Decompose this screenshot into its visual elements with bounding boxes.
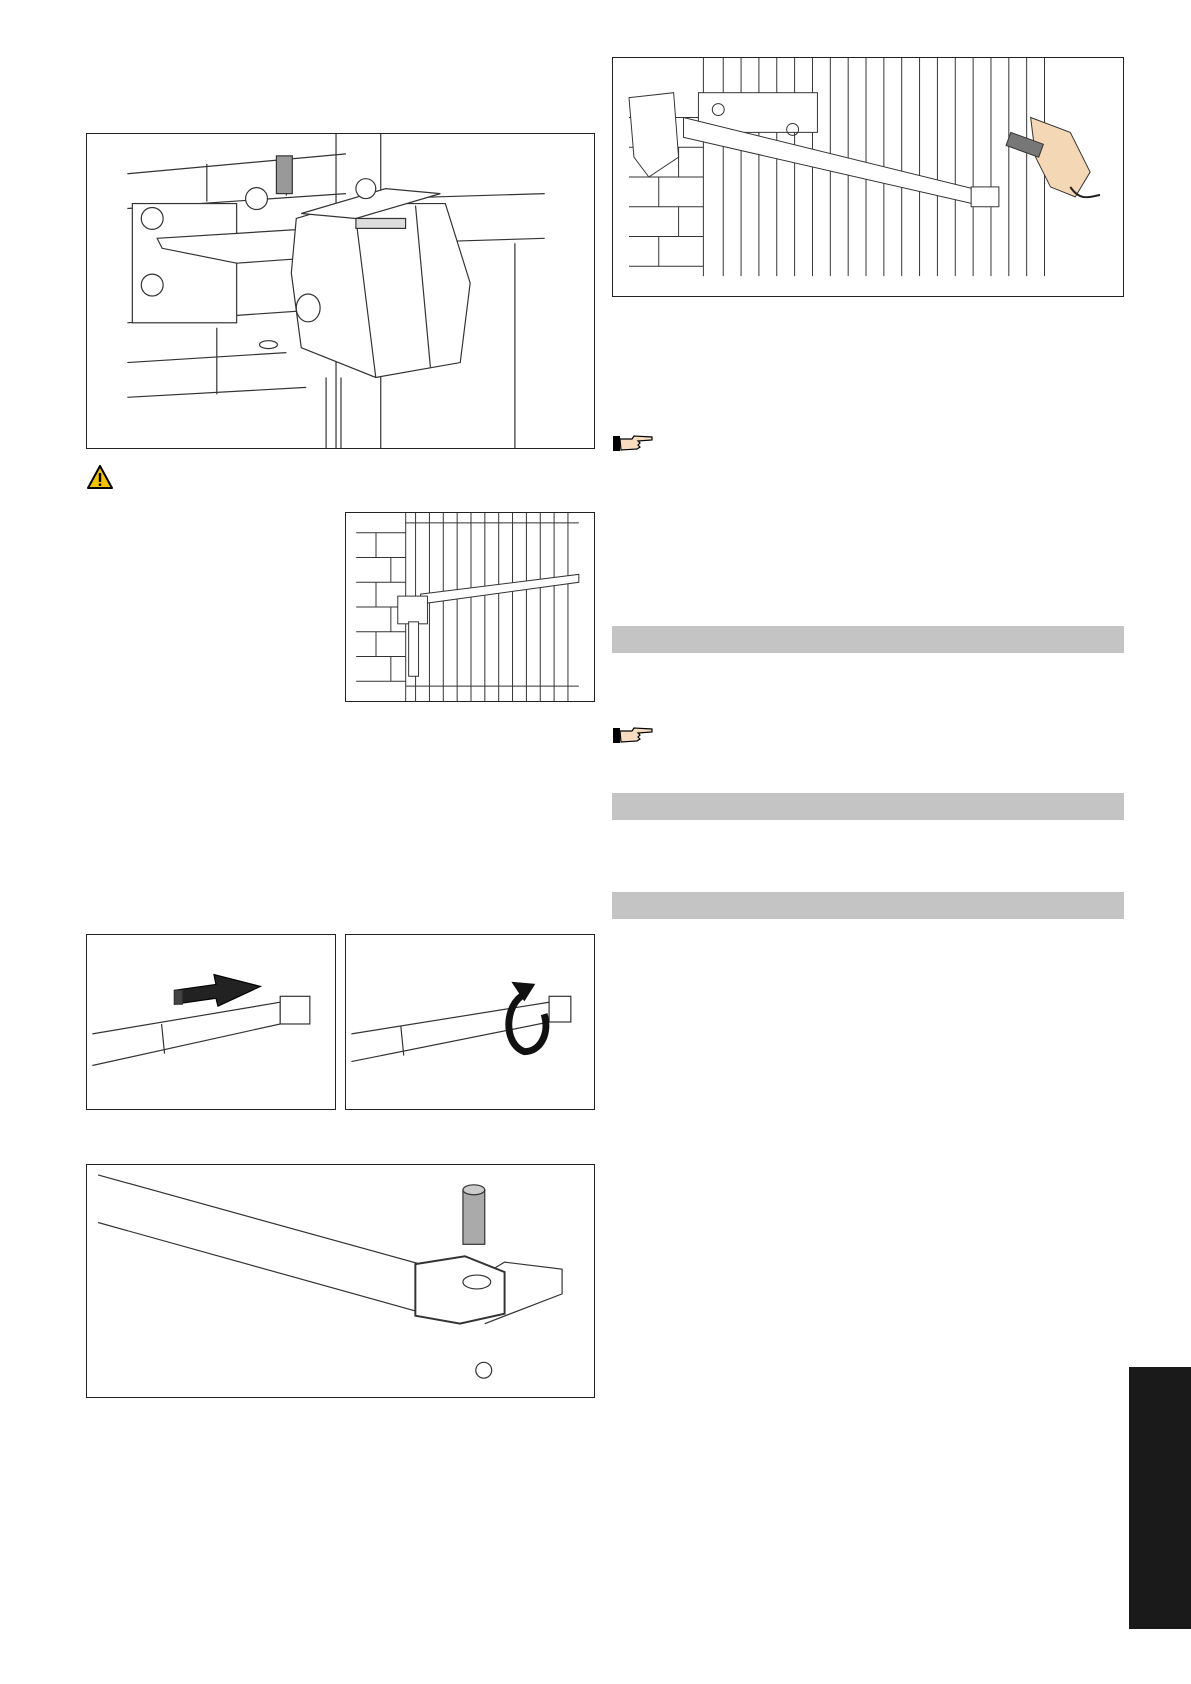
section-header-bar: [612, 793, 1124, 820]
mounting-level-drawing: [613, 58, 1123, 296]
figure-motor-bracket: [86, 133, 595, 449]
pin-fork-drawing: [87, 1165, 594, 1397]
warning-triangle-icon: [86, 464, 114, 490]
pointing-hand-icon: [612, 725, 654, 745]
side-language-tab: [1129, 1367, 1191, 1629]
figure-mounting-level: [612, 57, 1124, 297]
section-header-bar: [612, 626, 1124, 653]
push-rod-drawing: [87, 935, 335, 1109]
figure-rotate-rod: [345, 934, 595, 1110]
pointing-hand-icon: [612, 433, 654, 453]
figure-push-rod: [86, 934, 336, 1110]
motor-bracket-drawing: [87, 134, 594, 448]
gate-overview-drawing: [346, 513, 594, 701]
figure-gate-overview: [345, 512, 595, 702]
section-header-bar: [612, 892, 1124, 919]
figure-pin-fork: [86, 1164, 595, 1398]
rotate-rod-drawing: [346, 935, 594, 1109]
